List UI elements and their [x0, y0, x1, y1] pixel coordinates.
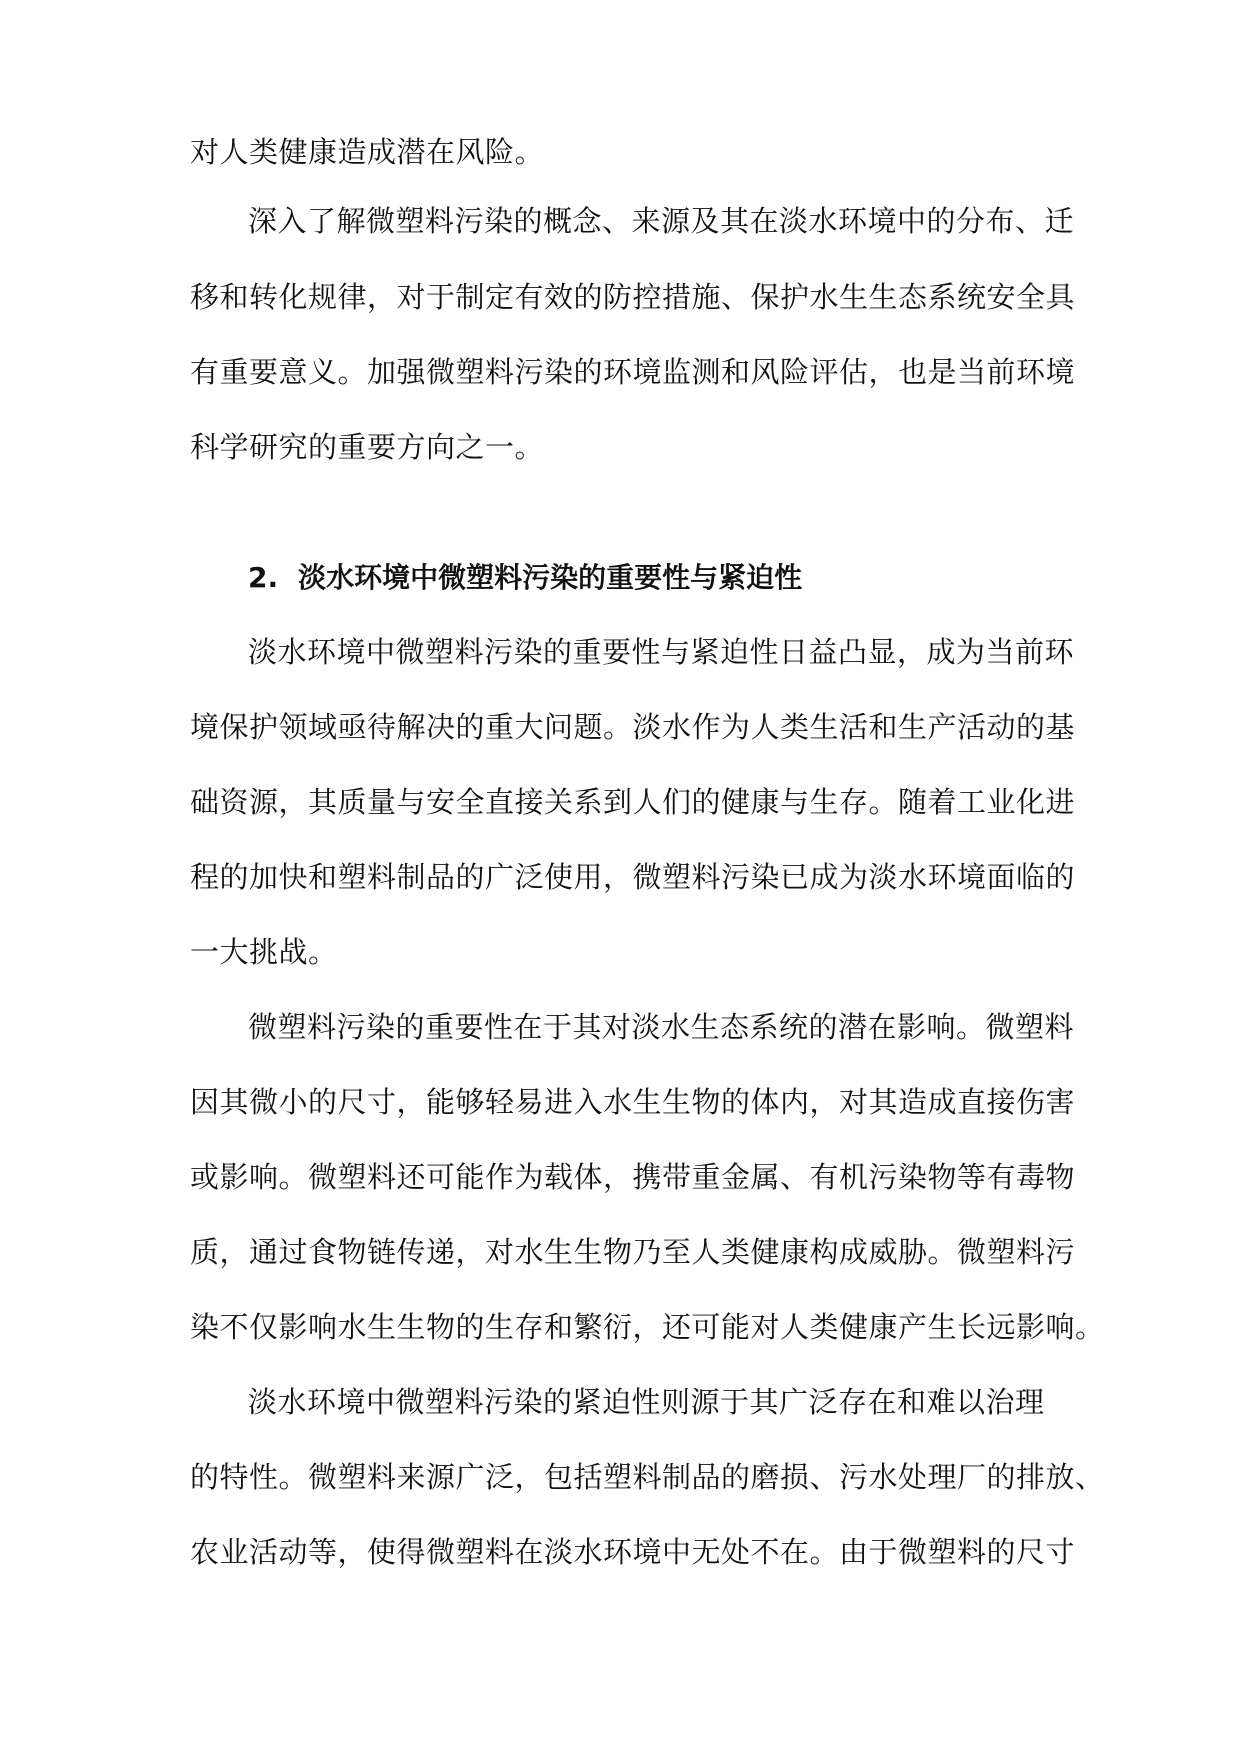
text-line: 对人类健康造成潜在风险。	[190, 135, 545, 169]
section-number: 2.	[248, 561, 279, 594]
section-title: 淡水环境中微塑料污染的重要性与紧迫性	[298, 561, 803, 594]
text-line: 或影响。微塑料还可能作为载体，携带重金属、有机污染物等有毒物	[190, 1160, 1076, 1194]
text-line: 质，通过食物链传递，对水生生物乃至人类健康构成威胁。微塑料污	[190, 1235, 1076, 1269]
text-line: 移和转化规律，对于制定有效的防控措施、保护水生生态系统安全具	[190, 280, 1076, 314]
text-line: 程的加快和塑料制品的广泛使用，微塑料污染已成为淡水环境面临的	[190, 860, 1076, 894]
text-line: 的特性。微塑料来源广泛，包括塑料制品的磨损、污水处理厂的排放、	[190, 1460, 1105, 1494]
text-line: 微塑料污染的重要性在于其对淡水生态系统的潜在影响。微塑料	[248, 1010, 1075, 1044]
text-line: 境保护领域亟待解决的重大问题。淡水作为人类生活和生产活动的基	[190, 710, 1076, 744]
text-line: 科学研究的重要方向之一。	[190, 430, 545, 464]
text-line: 淡水环境中微塑料污染的紧迫性则源于其广泛存在和难以治理	[248, 1385, 1045, 1419]
text-line: 淡水环境中微塑料污染的重要性与紧迫性日益凸显，成为当前环	[248, 635, 1075, 669]
text-line: 染不仅影响水生生物的生存和繁衍，还可能对人类健康产生长远影响。	[190, 1310, 1105, 1344]
text-line: 农业活动等，使得微塑料在淡水环境中无处不在。由于微塑料的尺寸	[190, 1535, 1076, 1569]
text-line: 础资源，其质量与安全直接关系到人们的健康与生存。随着工业化进	[190, 785, 1076, 819]
section-heading	[248, 558, 802, 598]
text-line: 因其微小的尺寸，能够轻易进入水生生物的体内，对其造成直接伤害	[190, 1085, 1076, 1119]
text-line: 有重要意义。加强微塑料污染的环境监测和风险评估，也是当前环境	[190, 355, 1076, 389]
text-line: 深入了解微塑料污染的概念、来源及其在淡水环境中的分布、迁	[248, 204, 1075, 238]
text-line: 一大挑战。	[190, 935, 338, 969]
